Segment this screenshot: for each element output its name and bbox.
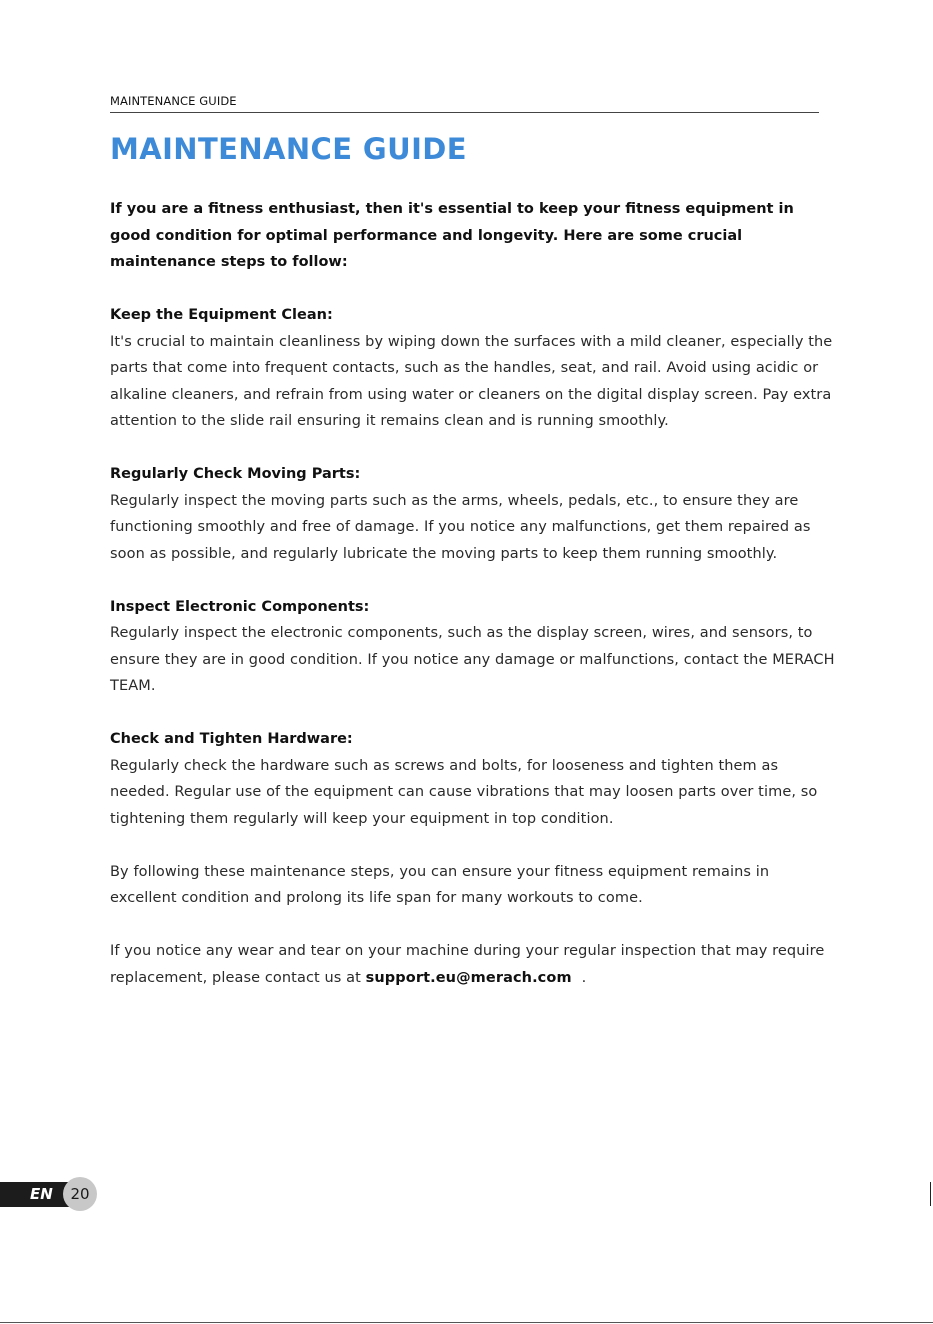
support-email-link[interactable]: support.eu@merach.com <box>365 969 572 986</box>
section-moving-parts <box>110 461 835 567</box>
section-body: It's crucial to maintain cleanliness by wiping down the surfaces with a mild cleaner, especially the parts that come into frequent contacts, such as the handles, seat, and rail. Avoid using acidic or alkaline cleaners, and refrain from using water or cleaners on the digital display screen. Pay extra attention to the slide rail ensuring it remains clean and is running smoothly. <box>110 333 833 429</box>
section-body: Regularly check the hardware such as screws and bolts, for looseness and tighten them as needed. Regular use of the equipment can cause vibrations that may loosen parts over time, so tightening them regularly will keep your equipment in top condition. <box>110 757 818 827</box>
closing-paragraph: By following these maintenance steps, you can ensure your fitness equipment remains in excellent condition and prolong its life span for many workouts to come. <box>110 863 770 906</box>
section-body: Regularly inspect the moving parts such as the arms, wheels, pedals, etc., to ensure they are functioning smoothly and free of damage. If you notice any malfunctions, get them repaired as soon as possible, and regularly lubricate the moving parts to keep them running smoothly. <box>110 492 811 562</box>
section-hardware <box>110 726 835 832</box>
running-header: MAINTENANCE GUIDE <box>110 94 237 108</box>
header-divider <box>110 112 819 113</box>
contact-text: If you notice any wear and tear on your machine during your regular inspection that may require replacement, please contact us at <box>110 943 825 986</box>
section-clean <box>110 302 835 435</box>
contact-paragraph <box>110 938 835 991</box>
page-bottom-rule <box>0 1322 933 1323</box>
page-number-badge: 20 <box>63 1177 97 1211</box>
page-title: MAINTENANCE GUIDE <box>110 132 467 166</box>
language-label: EN <box>30 1185 53 1203</box>
section-heading: Inspect Electronic Components: <box>110 598 370 615</box>
section-body: Regularly inspect the electronic components, such as the display screen, wires, and sensors, to ensure they are in good condition. If you notice any damage or malfunctions, contact the MERACH TEAM. <box>110 625 835 694</box>
section-electronics <box>110 594 835 700</box>
section-heading: Keep the Equipment Clean: <box>110 307 333 323</box>
section-heading: Check and Tighten Hardware: <box>110 731 353 747</box>
section-heading: Regularly Check Moving Parts: <box>110 466 361 482</box>
trim-mark <box>930 1182 931 1206</box>
contact-period: . <box>581 969 587 986</box>
main-content <box>110 196 835 1018</box>
intro-paragraph: If you are a fitness enthusiast, then it's essential to keep your fitness equipment in good condition for optimal performance and longevity. Here are some crucial maintenance steps to follow: <box>110 201 794 270</box>
